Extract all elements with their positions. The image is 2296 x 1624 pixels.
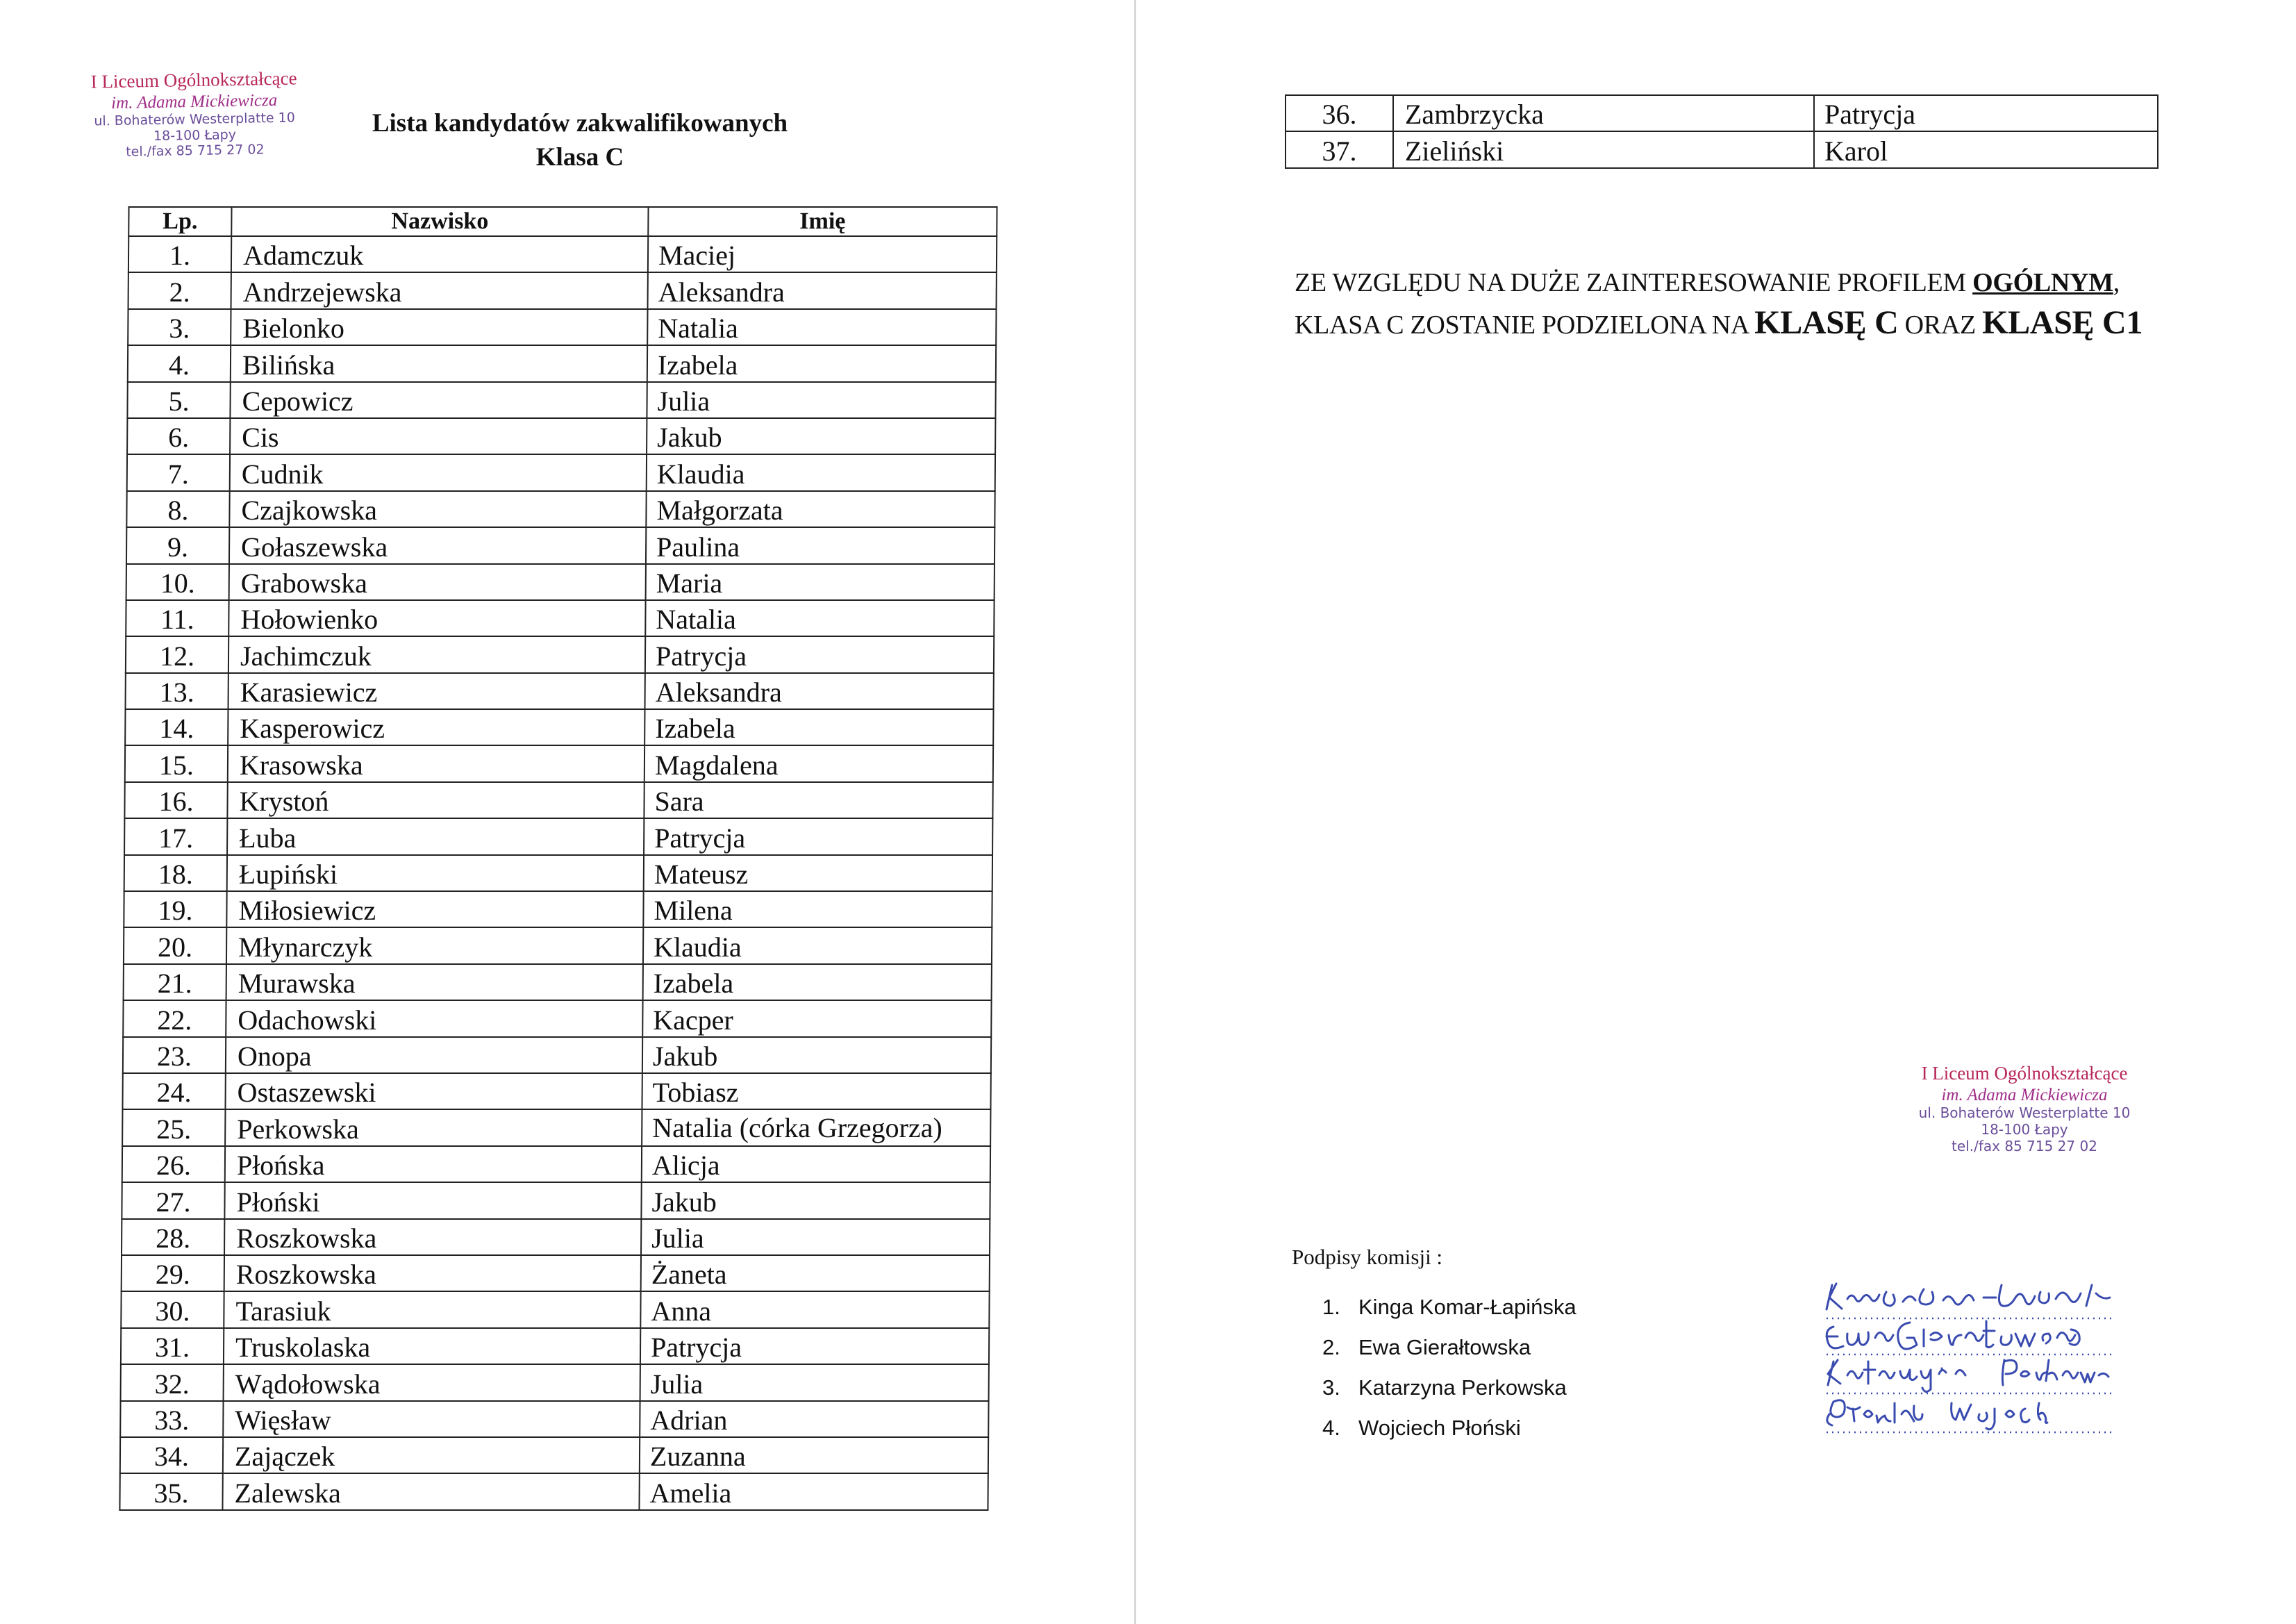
handwritten-signatures	[1820, 1278, 2139, 1452]
row-surname: Kasperowicz	[228, 709, 644, 745]
row-first-name: Jakub	[647, 418, 995, 454]
row-first-name: Małgorzata	[646, 491, 995, 527]
row-surname: Młynarczyk	[226, 927, 643, 963]
table-row	[128, 236, 997, 272]
row-first-name: Zuzanna	[640, 1437, 988, 1473]
row-number: 26.	[122, 1146, 225, 1182]
committee-member	[1322, 1293, 1577, 1334]
row-first-name: Klaudia	[643, 927, 992, 963]
member-name: Wojciech Płoński	[1358, 1416, 1521, 1440]
row-surname: Bilińska	[231, 345, 647, 381]
title-line-1: Lista kandydatów zakwalifikowanych	[372, 109, 788, 138]
header-lp: Lp.	[128, 207, 231, 236]
committee-member	[1322, 1414, 1577, 1455]
row-number: 37.	[1286, 131, 1393, 167]
row-surname: Zajączek	[223, 1437, 640, 1473]
note-text-2: , KLASA C ZOSTANIE PODZIELONA NA	[1295, 268, 2120, 340]
row-number: 2.	[128, 272, 231, 308]
row-number: 29.	[122, 1255, 224, 1291]
row-first-name: Sara	[644, 782, 992, 818]
row-surname: Płońska	[225, 1146, 642, 1182]
document-title	[319, 106, 840, 174]
table-row	[126, 491, 995, 527]
table-row	[128, 345, 996, 381]
row-first-name: Izabela	[644, 709, 993, 745]
row-number: 6.	[127, 418, 230, 454]
row-number: 11.	[126, 600, 228, 636]
row-number: 27.	[122, 1182, 224, 1218]
table-row	[126, 564, 995, 600]
row-surname: Miłosiewicz	[226, 891, 643, 927]
row-number: 18.	[124, 855, 227, 891]
row-surname: Zalewska	[222, 1473, 639, 1509]
table-row	[124, 927, 992, 963]
row-first-name: Julia	[640, 1364, 989, 1400]
row-first-name: Alicja	[642, 1146, 990, 1182]
table-row	[125, 745, 993, 781]
table-row	[128, 272, 997, 308]
row-surname: Roszkowska	[224, 1219, 641, 1255]
table-row	[1286, 131, 2158, 167]
stamp-line-3: ul. Bohaterów Westerplatte 10	[1918, 1104, 2131, 1122]
row-number: 3.	[128, 309, 231, 345]
table-row	[122, 1109, 990, 1145]
school-stamp-secondary	[1889, 1063, 2160, 1154]
stamp-line-5: tel./fax 85 715 27 02	[1952, 1137, 2097, 1154]
table-row	[127, 418, 995, 454]
row-surname: Roszkowska	[224, 1255, 641, 1291]
row-surname: Czajkowska	[229, 491, 646, 527]
row-first-name: Jakub	[642, 1037, 991, 1073]
row-number: 21.	[124, 964, 226, 1000]
row-number: 16.	[124, 782, 227, 818]
member-number: 3.	[1322, 1375, 1340, 1400]
row-first-name: Klaudia	[647, 454, 995, 490]
row-first-name: Patrycja	[645, 636, 994, 672]
row-number: 13.	[125, 673, 228, 709]
signature-3	[1828, 1360, 2108, 1392]
member-name: Kinga Komar-Łapińska	[1358, 1295, 1577, 1319]
note-profile: OGÓLNYM	[1972, 268, 2113, 297]
row-surname: Murawska	[226, 964, 643, 1000]
row-first-name: Maciej	[648, 236, 997, 272]
table-row	[128, 309, 996, 345]
row-first-name: Patrycja	[640, 1328, 989, 1364]
table-row	[119, 1473, 988, 1509]
row-number: 24.	[122, 1073, 225, 1109]
row-surname: Cepowicz	[230, 382, 647, 418]
committee-member	[1322, 1334, 1577, 1374]
note-class-c: KLASĘ C	[1754, 304, 1899, 341]
table-row	[126, 636, 994, 672]
row-surname: Łuba	[227, 818, 644, 854]
row-first-name: Izabela	[643, 964, 992, 1000]
row-surname: Grabowska	[229, 564, 646, 600]
row-first-name: Patrycja	[644, 818, 992, 854]
row-first-name: Kacper	[642, 1000, 991, 1036]
row-first-name: Adrian	[640, 1401, 988, 1437]
row-surname: Cudnik	[230, 454, 647, 490]
row-first-name: Maria	[646, 564, 995, 600]
row-surname: Ostaszewski	[225, 1073, 642, 1109]
table-row	[126, 600, 994, 636]
row-surname: Karasiewicz	[228, 673, 644, 709]
signature-4	[1827, 1400, 2047, 1430]
row-number: 8.	[126, 491, 229, 527]
row-number: 23.	[123, 1037, 226, 1073]
signatures-heading: Podpisy komisji :	[1292, 1245, 1443, 1269]
row-number: 31.	[121, 1328, 224, 1364]
header-surname: Nazwisko	[231, 207, 648, 236]
row-number: 5.	[127, 382, 230, 418]
member-number: 1.	[1322, 1295, 1340, 1319]
table-row	[124, 818, 992, 854]
candidates-table-continued	[1285, 94, 2158, 169]
table-row	[121, 1364, 989, 1400]
row-surname: Adamczuk	[231, 236, 648, 272]
row-surname: Andrzejewska	[231, 272, 648, 308]
stamp-line-4: 18-100 Łapy	[153, 126, 237, 144]
row-surname: Onopa	[226, 1037, 642, 1073]
stamp-line-3: ul. Bohaterów Westerplatte 10	[94, 110, 296, 129]
member-number: 4.	[1322, 1416, 1340, 1440]
row-first-name: Magdalena	[644, 745, 993, 781]
row-surname: Perkowska	[225, 1109, 642, 1145]
row-surname: Zambrzycka	[1393, 95, 1814, 131]
row-number: 22.	[123, 1000, 226, 1036]
row-number: 35.	[119, 1473, 222, 1509]
signature-2	[1827, 1321, 2079, 1349]
row-number: 30.	[121, 1291, 224, 1327]
row-first-name: Natalia	[645, 600, 994, 636]
row-number: 36.	[1286, 95, 1393, 131]
stamp-line-1: I Liceum Ogólnokształcące	[90, 67, 297, 92]
table-row	[126, 527, 995, 563]
row-number: 9.	[126, 527, 229, 563]
signature-1	[1827, 1284, 2110, 1309]
row-surname: Bielonko	[231, 309, 647, 345]
row-number: 34.	[120, 1437, 223, 1473]
row-number: 12.	[126, 636, 228, 672]
table-row	[124, 964, 992, 1000]
row-surname: Tarasiuk	[224, 1291, 640, 1327]
row-first-name: Aleksandra	[644, 673, 993, 709]
row-number: 4.	[128, 345, 231, 381]
row-number: 15.	[125, 745, 228, 781]
table-row	[122, 1073, 990, 1109]
row-number: 1.	[128, 236, 231, 272]
table-row	[127, 454, 995, 490]
row-first-name: Milena	[643, 891, 992, 927]
row-first-name: Tobiasz	[642, 1073, 990, 1109]
table-row	[122, 1146, 990, 1182]
row-surname: Zieliński	[1393, 131, 1814, 167]
row-first-name: Jakub	[641, 1182, 990, 1218]
row-first-name: Anna	[640, 1291, 989, 1327]
table-row	[121, 1328, 989, 1364]
table-row	[122, 1219, 990, 1255]
member-name: Katarzyna Perkowska	[1358, 1375, 1567, 1400]
row-surname: Więsław	[223, 1401, 640, 1437]
row-first-name: Julia	[647, 382, 995, 418]
stamp-line-2: im. Adama Mickiewicza	[1941, 1085, 2108, 1104]
table-row	[120, 1437, 988, 1473]
row-surname: Jachimczuk	[228, 636, 645, 672]
school-stamp	[55, 67, 334, 162]
page-divider	[1134, 0, 1136, 1624]
row-first-name: Żaneta	[641, 1255, 990, 1291]
committee-list	[1322, 1293, 1577, 1455]
class-split-note	[1295, 263, 2190, 345]
row-number: 19.	[124, 891, 226, 927]
table-row	[120, 1401, 988, 1437]
row-first-name: Karol	[1814, 131, 2158, 167]
row-surname: Wądołowska	[224, 1364, 640, 1400]
table-row	[124, 782, 992, 818]
member-number: 2.	[1322, 1335, 1340, 1359]
table-row	[122, 1255, 990, 1291]
table-row	[127, 382, 995, 418]
row-first-name: Aleksandra	[648, 272, 997, 308]
note-class-c1: KLASĘ C1	[1982, 304, 2143, 341]
stamp-line-2: im. Adama Mickiewicza	[110, 90, 278, 113]
table-row	[125, 709, 993, 745]
row-number: 32.	[121, 1364, 224, 1400]
header-name: Imię	[648, 207, 997, 236]
note-text-3: ORAZ	[1898, 310, 1983, 340]
row-surname: Łupiński	[227, 855, 644, 891]
table-row	[122, 1182, 990, 1218]
row-first-name: Mateusz	[644, 855, 992, 891]
row-first-name: Paulina	[646, 527, 995, 563]
row-surname: Krystoń	[227, 782, 644, 818]
row-surname: Truskolaska	[224, 1328, 640, 1364]
table-row	[1286, 95, 2158, 131]
row-number: 25.	[122, 1109, 225, 1145]
table-row	[123, 1000, 991, 1036]
row-first-name: Amelia	[639, 1473, 988, 1509]
stamp-line-5: tel./fax 85 715 27 02	[126, 142, 265, 160]
row-number: 33.	[120, 1401, 223, 1437]
table-header-row	[128, 207, 997, 236]
row-first-name: Natalia (córka Grzegorza)	[642, 1109, 990, 1145]
row-surname: Gołaszewska	[229, 527, 646, 563]
row-number: 17.	[124, 818, 227, 854]
table-row	[123, 1037, 991, 1073]
row-number: 28.	[122, 1219, 224, 1255]
row-number: 7.	[127, 454, 230, 490]
row-surname: Odachowski	[226, 1000, 642, 1036]
row-surname: Hołowienko	[228, 600, 645, 636]
stamp-line-1: I Liceum Ogólnokształcące	[1921, 1063, 2128, 1084]
title-line-2: Klasa C	[535, 143, 624, 172]
row-number: 14.	[125, 709, 228, 745]
candidates-table	[119, 206, 997, 1511]
committee-member	[1322, 1374, 1577, 1414]
table-row	[121, 1291, 989, 1327]
member-name: Ewa Gierałtowska	[1358, 1335, 1531, 1359]
table-row	[124, 855, 992, 891]
row-number: 10.	[126, 564, 229, 600]
row-number: 20.	[124, 927, 226, 963]
table-row	[125, 673, 993, 709]
row-first-name: Julia	[641, 1219, 990, 1255]
stamp-line-4: 18-100 Łapy	[1981, 1120, 2068, 1138]
table-row	[124, 891, 992, 927]
note-text-1: ZE WZGLĘDU NA DUŻE ZAINTERESOWANIE PROFILEM	[1295, 268, 1973, 297]
row-first-name: Izabela	[647, 345, 996, 381]
row-surname: Krasowska	[228, 745, 644, 781]
row-first-name: Natalia	[647, 309, 996, 345]
row-surname: Cis	[230, 418, 647, 454]
row-first-name: Patrycja	[1814, 95, 2158, 131]
row-surname: Płoński	[224, 1182, 641, 1218]
